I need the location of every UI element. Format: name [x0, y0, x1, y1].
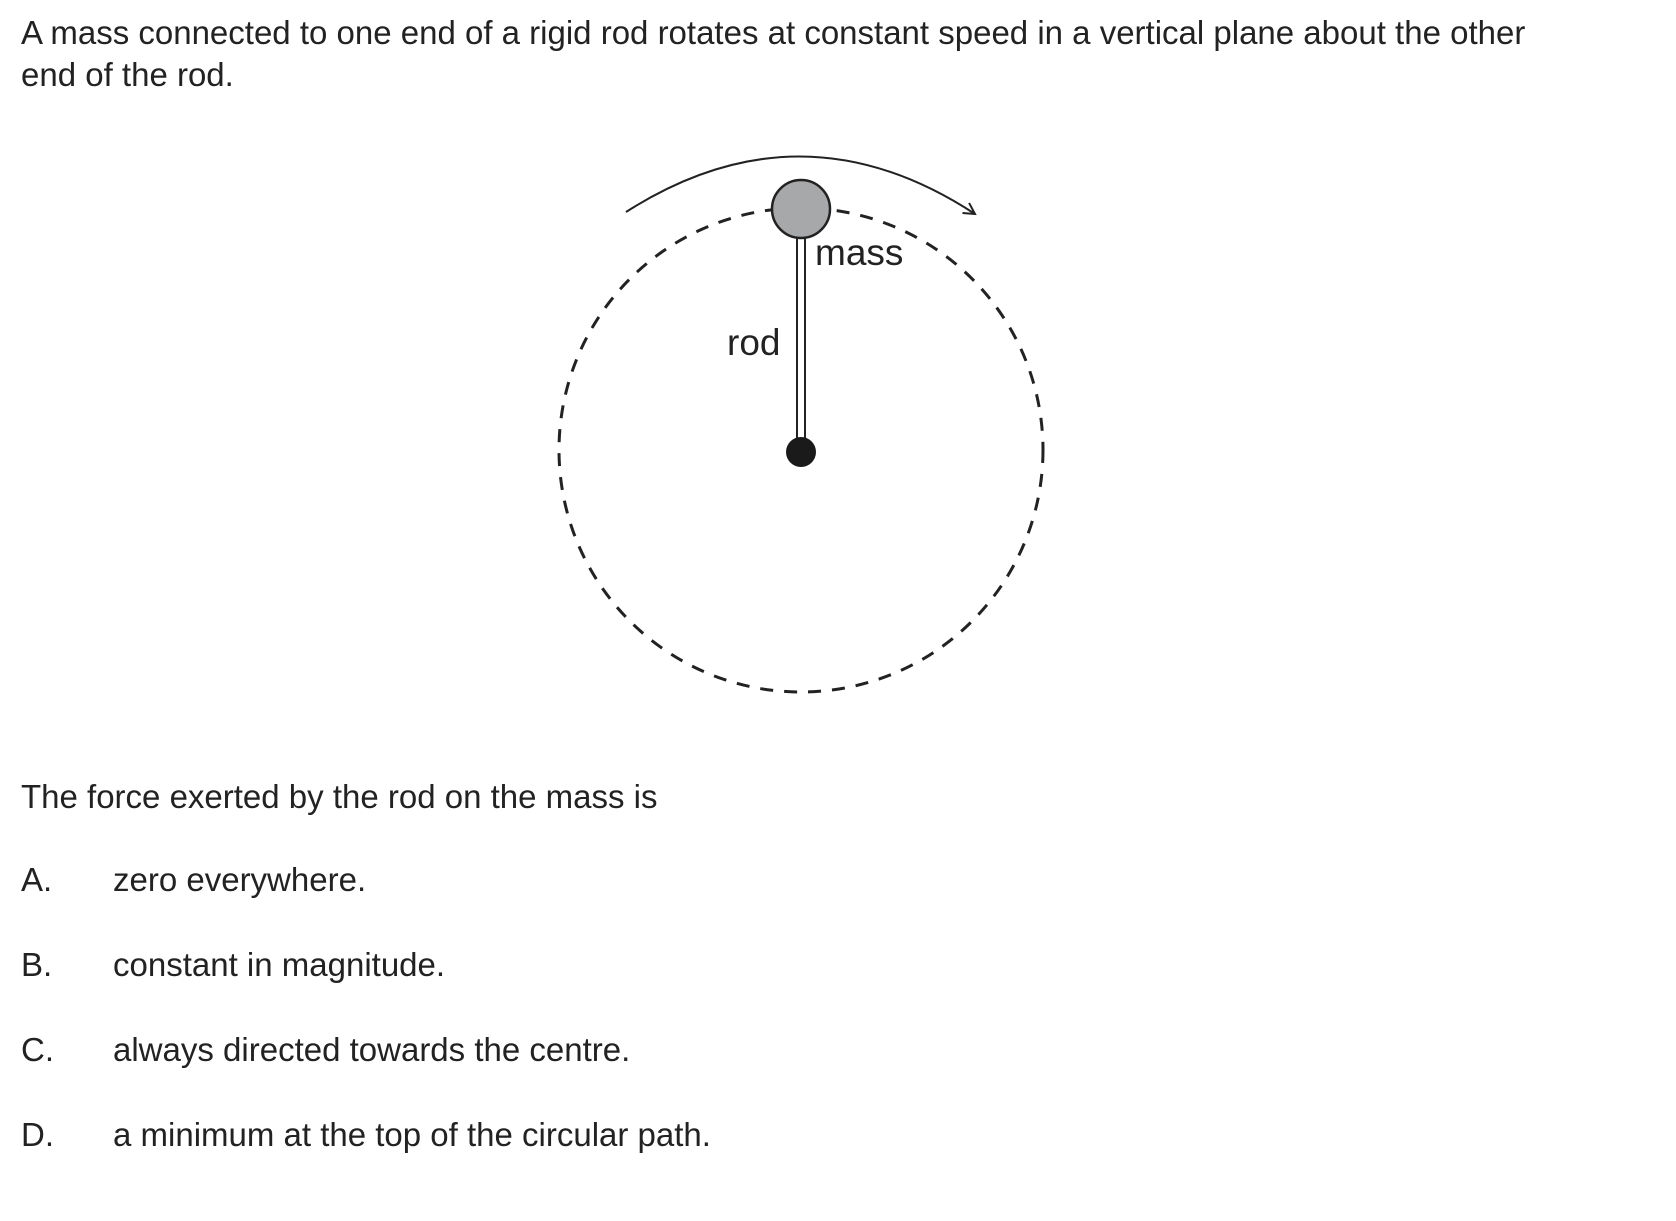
option-text: zero everywhere.	[113, 861, 367, 898]
option-text: a minimum at the top of the circular path.	[113, 1116, 711, 1153]
option-text: constant in magnitude.	[113, 946, 446, 983]
option-a[interactable]	[21, 859, 711, 901]
option-letter: C.	[21, 1031, 54, 1068]
option-letter: B.	[21, 946, 53, 983]
answer-options	[21, 859, 711, 1199]
pivot-point	[786, 437, 816, 467]
option-text: always directed towards the centre.	[113, 1031, 631, 1068]
option-b[interactable]	[21, 944, 711, 986]
option-c[interactable]	[21, 1029, 711, 1071]
rod	[797, 238, 805, 452]
mass-ball	[772, 180, 830, 238]
option-letter: D.	[21, 1116, 54, 1153]
option-letter: A.	[21, 861, 53, 898]
question-intro: A mass connected to one end of a rigid rod rotates at constant speed in a vertical plane about the other end of the rod.	[21, 14, 1526, 93]
rod-label: rod	[727, 322, 781, 363]
question-stem: The force exerted by the rod on the mass is	[21, 778, 658, 815]
option-d[interactable]	[21, 1114, 711, 1156]
mass-label: mass	[815, 232, 904, 273]
